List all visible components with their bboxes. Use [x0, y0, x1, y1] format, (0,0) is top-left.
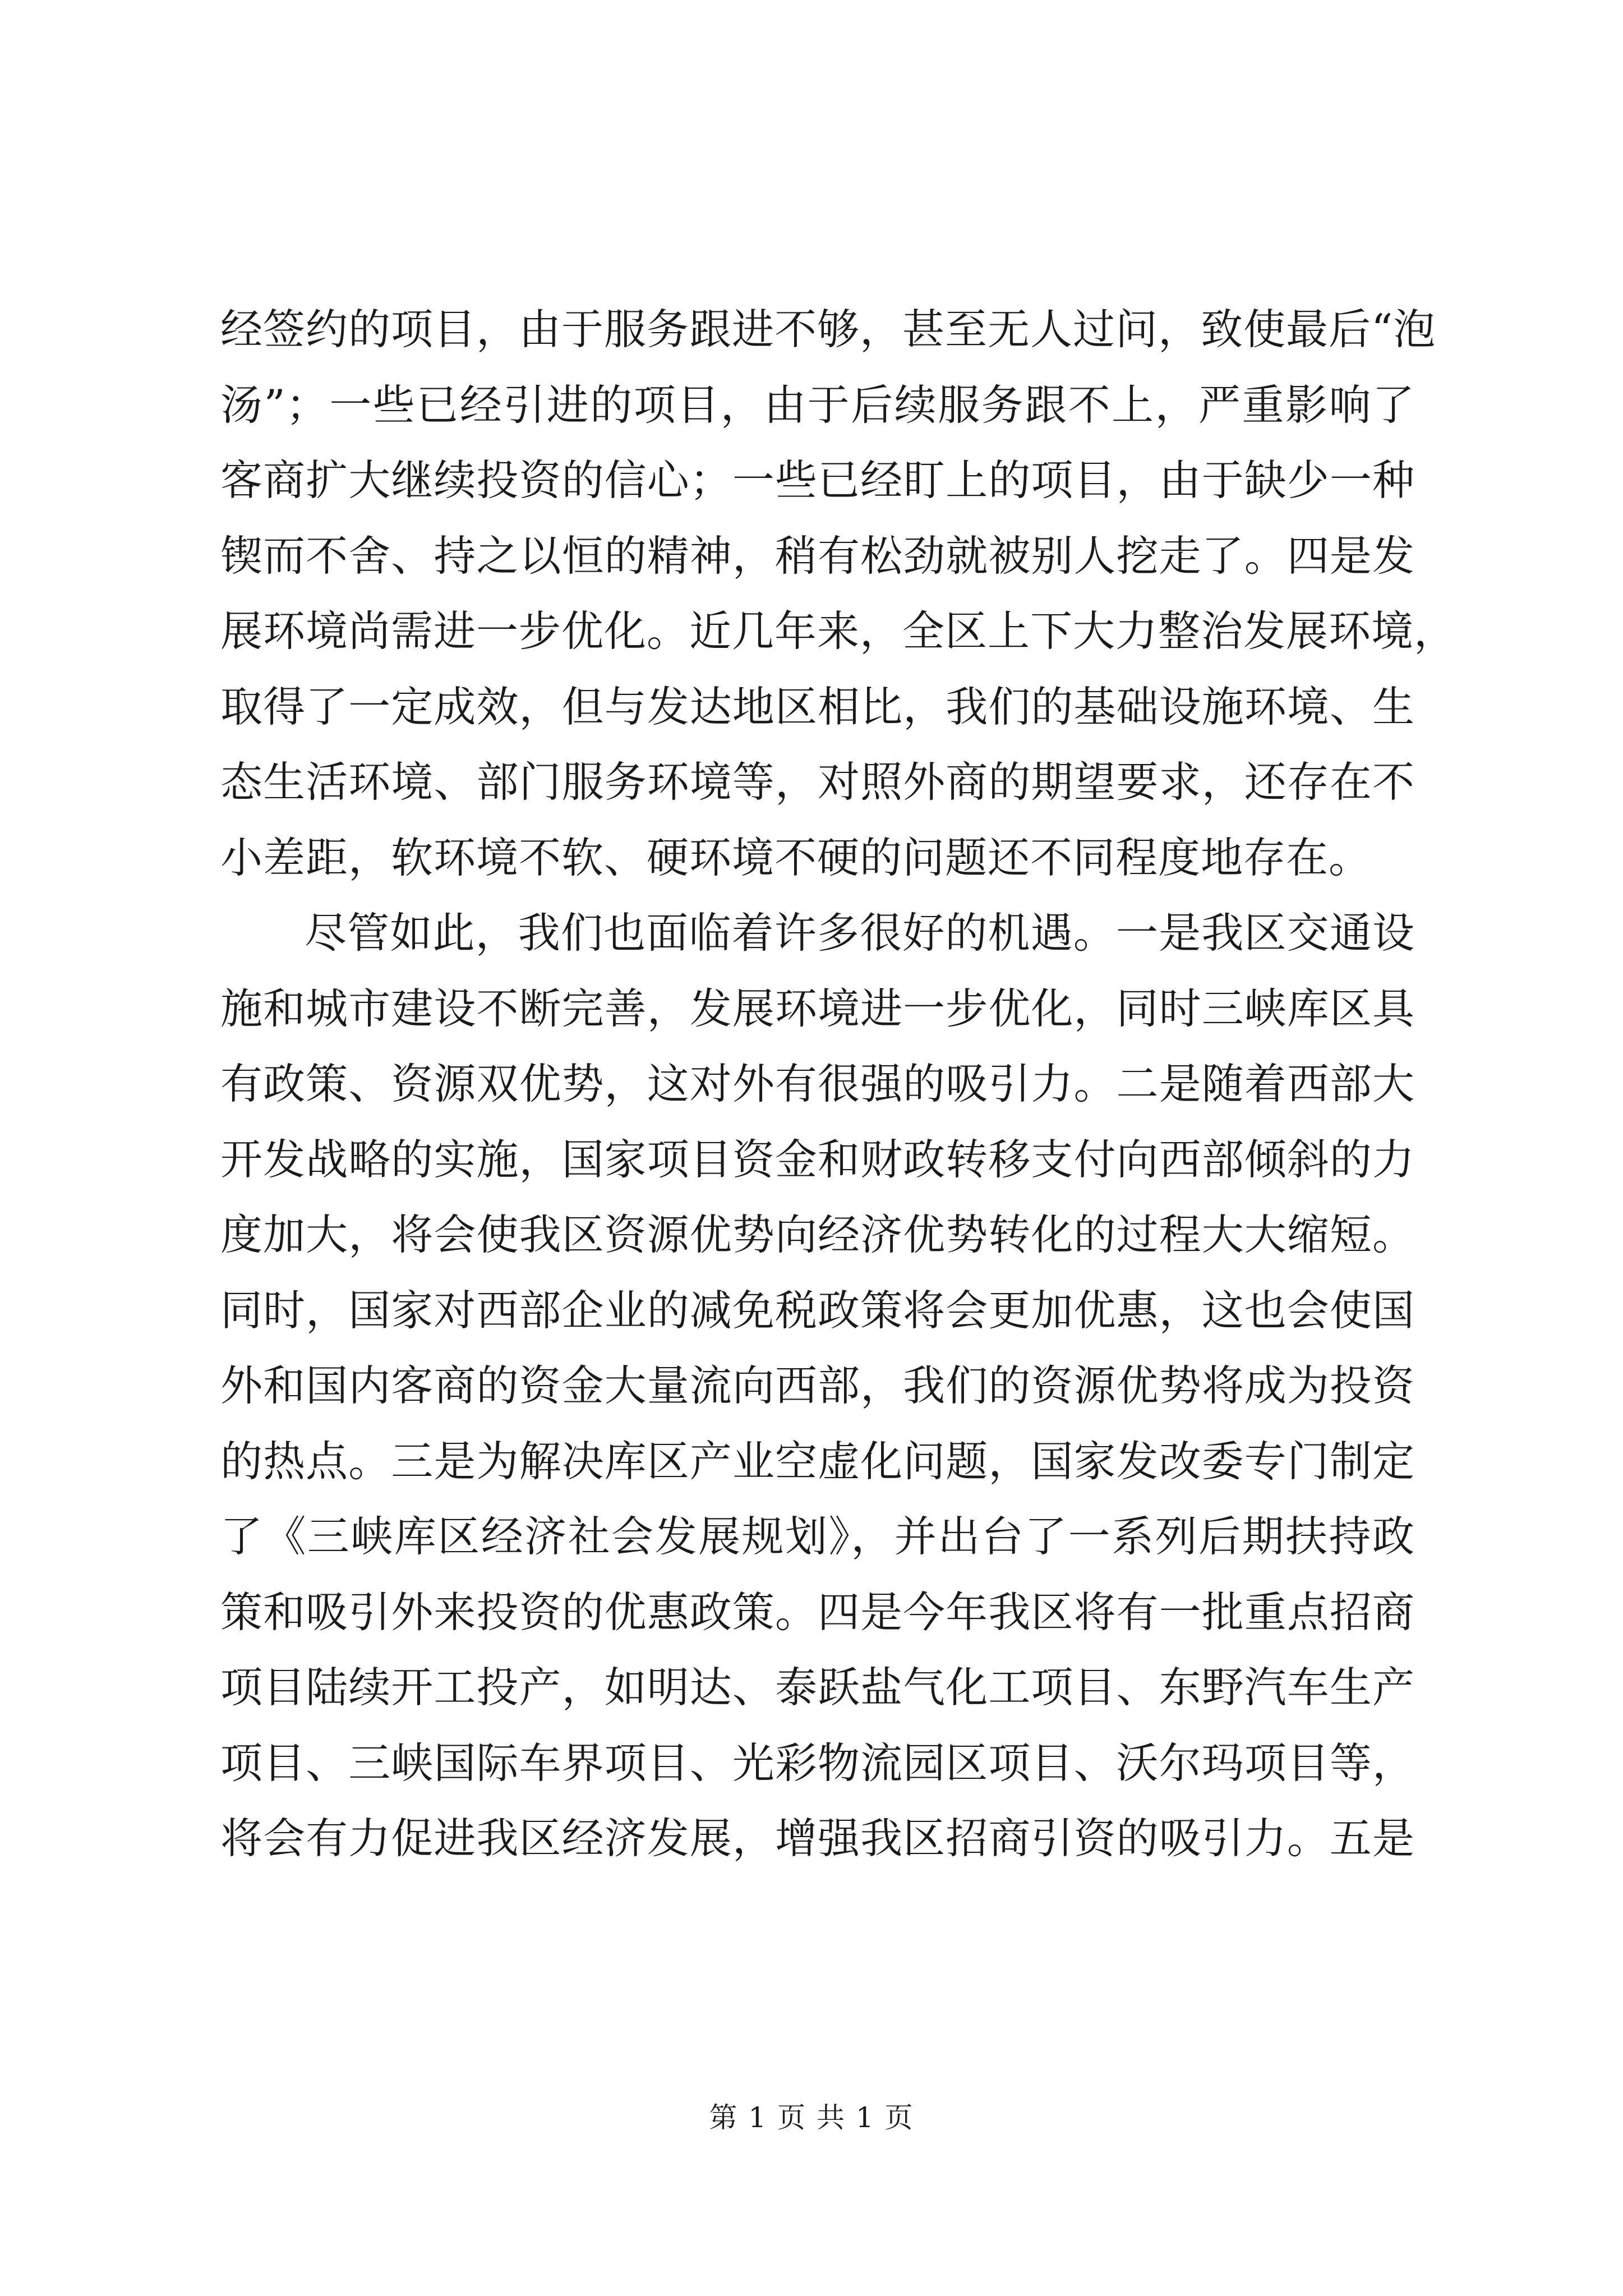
text-line: 态生活环境、部门服务环境等，对照外商的期望要求，还存在不 — [220, 757, 1415, 807]
text-line: 小差距，软环境不软、硬环境不硬的问题还不同程度地存在。 — [220, 832, 1372, 882]
text-line: 将会有力促进我区经济发展，增强我区招商引资的吸引力。五是 — [220, 1814, 1415, 1863]
text-line: 度加大，将会使我区资源优势向经济优势转化的过程大大缩短。 — [220, 1210, 1415, 1259]
text-line: 有政策、资源双优势，这对外有很强的吸引力。二是随着西部大 — [220, 1059, 1415, 1108]
text-line: 客商扩大继续投资的信心；一些已经盯上的项目，由于缺少一种 — [220, 455, 1415, 505]
text-line: 经签约的项目，由于服务跟进不够，甚至无人过问，致使最后“泡 — [220, 305, 1436, 354]
text-line: 汤”；一些已经引进的项目，由于后续服务跟不上，严重影响了 — [220, 380, 1415, 430]
text-line: 展环境尚需进一步优化。近几年来，全区上下大力整治发展环境， — [220, 606, 1457, 656]
text-line: 施和城市建设不断完善，发展环境进一步优化，同时三峡库区具 — [220, 983, 1415, 1033]
text-line: 了《三峡库区经济社会发展规划》，并出台了一系列后期扶持政 — [220, 1512, 1415, 1561]
text-line: 开发战略的实施，国家项目资金和财政转移支付向西部倾斜的力 — [220, 1134, 1415, 1184]
text-line: 策和吸引外来投资的优惠政策。四是今年我区将有一批重点招商 — [220, 1587, 1415, 1637]
paragraph-first-line: 尽管如此，我们也面临着许多很好的机遇。一是我区交通设 — [305, 908, 1415, 958]
body-text — [220, 292, 1457, 1876]
text-line: 锲而不舍、持之以恒的精神，稍有松劲就被别人挖走了。四是发 — [220, 531, 1415, 581]
text-line: 外和国内客商的资金大量流向西部，我们的资源优势将成为投资 — [220, 1361, 1415, 1410]
text-line: 项目陆续开工投产，如明达、泰跃盐气化工项目、东野汽车生产 — [220, 1663, 1415, 1712]
text-line: 项目、三峡国际车界项目、光彩物流园区项目、沃尔玛项目等， — [220, 1738, 1415, 1788]
page-footer: 第 1 页 共 1 页 — [709, 2101, 914, 2134]
text-line: 同时，国家对西部企业的减免税政策将会更加优惠，这也会使国 — [220, 1285, 1415, 1335]
text-line: 的热点。三是为解决库区产业空虚化问题，国家发改委专门制定 — [220, 1436, 1415, 1486]
text-line: 取得了一定成效，但与发达地区相比，我们的基础设施环境、生 — [220, 682, 1415, 731]
